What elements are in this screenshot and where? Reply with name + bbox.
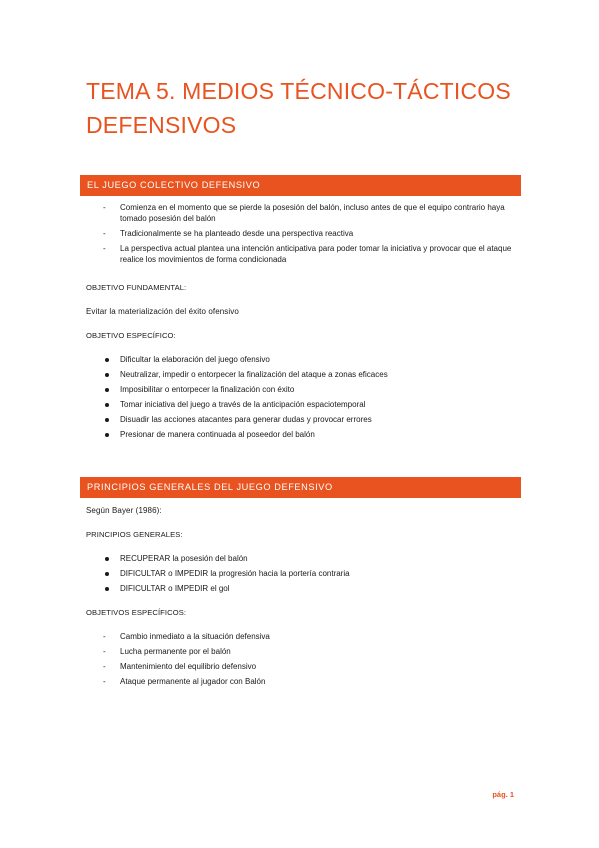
list-item-text: DIFICULTAR o IMPEDIR el gol [120, 584, 230, 593]
list-item-text: Tomar iniciativa del juego a través de la anticipación espaciotemporal [120, 400, 366, 409]
section2-principios-list [86, 553, 516, 598]
section-heading-principios-generales: PRINCIPIOS GENERALES DEL JUEGO DEFENSIVO [80, 477, 521, 498]
list-item [86, 369, 516, 380]
list-item [86, 399, 516, 410]
list-item-text: RECUPERAR la posesión del balón [120, 554, 248, 563]
bullet-marker [105, 418, 109, 422]
bullet-marker [105, 388, 109, 392]
list-item [86, 354, 516, 365]
objetivos-especificos-label: OBJETIVOS ESPECÍFICOS: [86, 608, 187, 617]
document-title: TEMA 5. MEDIOS TÉCNICO-TÁCTICOS DEFENSIVOS [86, 78, 511, 138]
dash-marker: - [103, 662, 106, 671]
bullet-marker [105, 403, 109, 407]
bullet-marker [105, 587, 109, 591]
dash-marker: - [103, 647, 106, 656]
objetivo-fundamental-label: OBJETIVO FUNDAMENTAL: [86, 283, 187, 292]
section1-dash-list [86, 202, 516, 269]
list-item-text: Presionar de manera continuada al poseedor del balón [120, 430, 315, 439]
bullet-marker [105, 433, 109, 437]
list-item-text: Tradicionalmente se ha planteado desde una perspectiva reactiva [120, 229, 354, 238]
list-item-text: Dificultar la elaboración del juego ofensivo [120, 355, 270, 364]
dash-marker: - [103, 244, 106, 253]
bullet-marker [105, 557, 109, 561]
list-item-text: Mantenimiento del equilibrio defensivo [120, 662, 257, 671]
dash-marker: - [103, 677, 106, 686]
dash-marker: - [103, 229, 106, 238]
bullet-marker [105, 572, 109, 576]
list-item [86, 553, 516, 564]
dash-marker: - [103, 203, 106, 212]
list-item-text: Lucha permanente por el balón [120, 647, 231, 656]
list-item-text: Imposibilitar o entorpecer la finalización con éxito [120, 385, 295, 394]
list-item [86, 676, 516, 687]
section-heading-juego-colectivo: EL JUEGO COLECTIVO DEFENSIVO [80, 175, 521, 196]
objetivo-fundamental-text: Evitar la materialización del éxito ofensivo [86, 307, 239, 316]
bullet-marker [105, 373, 109, 377]
list-item [86, 661, 516, 672]
list-item-text: Disuadir las acciones atacantes para generar dudas y provocar errores [120, 415, 372, 424]
list-item-text: Comienza en el momento que se pierde la posesión del balón, incluso antes de que el equipo contrario haya tomado posesión del balón [120, 203, 505, 223]
list-item [86, 202, 516, 224]
list-item-text: Neutralizar, impedir o entorpecer la finalización del ataque a zonas eficaces [120, 370, 388, 379]
list-item [86, 583, 516, 594]
principios-generales-label: PRINCIPIOS GENERALES: [86, 530, 183, 539]
dash-marker: - [103, 632, 106, 641]
source-citation: Según Bayer (1986): [86, 506, 162, 515]
page-number: pág. 1 [492, 790, 514, 799]
list-item [86, 631, 516, 642]
list-item [86, 646, 516, 657]
list-item [86, 243, 516, 265]
bullet-marker [105, 358, 109, 362]
list-item-text: Ataque permanente al jugador con Balón [120, 677, 266, 686]
list-item [86, 228, 516, 239]
list-item-text: La perspectiva actual plantea una intención anticipativa para poder tomar la iniciativa y provocar que el ataque realice los movimientos de forma condicionada [120, 244, 512, 264]
list-item [86, 568, 516, 579]
list-item [86, 384, 516, 395]
list-item [86, 429, 516, 440]
section2-objetivos-list [86, 631, 516, 691]
objetivo-especifico-label: OBJETIVO ESPECÍFICO: [86, 331, 176, 340]
list-item [86, 414, 516, 425]
section1-bullet-list [86, 354, 516, 444]
list-item-text: DIFICULTAR o IMPEDIR la progresión hacia la portería contraria [120, 569, 350, 578]
list-item-text: Cambio inmediato a la situación defensiva [120, 632, 270, 641]
